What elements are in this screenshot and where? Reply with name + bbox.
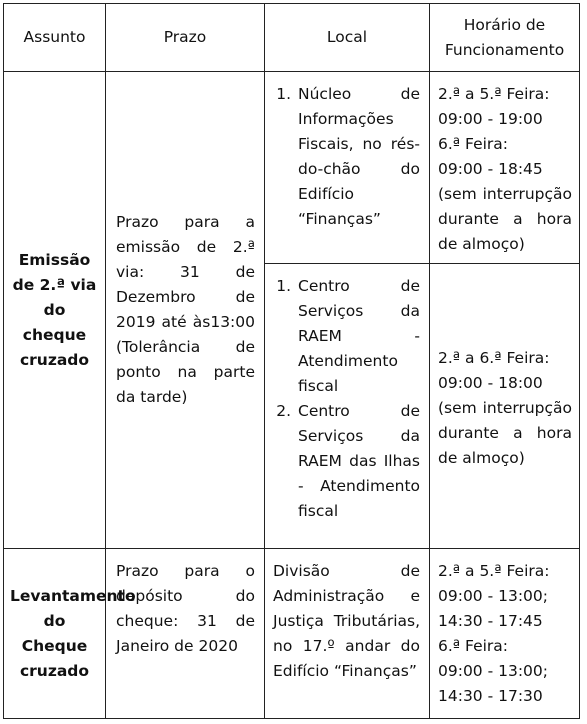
local-cell: Divisão de Administração e Justiça Tributárias, no 17.º andar do Edifício “Finanças” <box>265 549 430 719</box>
horario-line: 2.ª a 5.ª Feira: <box>438 562 550 580</box>
header-assunto: Assunto <box>4 4 106 72</box>
header-row <box>4 4 580 72</box>
horario-line: 09:00 - 18:45 <box>438 160 543 178</box>
horario-line: 09:00 - 13:00; <box>438 587 549 605</box>
horario-cell <box>430 549 580 719</box>
assunto-cell: Levantamento do Cheque cruzado <box>4 549 106 719</box>
horario-line: 2.ª a 5.ª Feira: <box>438 85 550 103</box>
horario-line: 14:30 - 17:30 <box>438 687 543 705</box>
local-list-item: 2. Centro de Serviços da RAEM das Ilhas - Atendimento fiscal <box>296 399 420 524</box>
horario-line: 14:30 - 17:45 <box>438 612 543 630</box>
schedule-table <box>3 3 580 719</box>
table-row <box>4 549 580 719</box>
horario-cell <box>430 72 580 264</box>
header-horario: Horário de Funcionamento <box>430 4 580 72</box>
local-list <box>273 82 420 232</box>
local-cell <box>265 72 430 264</box>
assunto-cell: Emissão de 2.ª via do cheque cruzado <box>4 72 106 549</box>
local-list-item: 1. Centro de Serviços da RAEM - Atendimento fiscal <box>296 274 420 399</box>
header-local: Local <box>265 4 430 72</box>
local-list <box>273 274 420 524</box>
horario-cell <box>430 264 580 549</box>
table-row <box>4 72 580 264</box>
horario-line: 6.ª Feira: <box>438 637 509 655</box>
local-list-item: 1. Núcleo de Informações Fiscais, no rés-do-chão do Edifício “Finanças” <box>296 82 420 232</box>
horario-line: 6.ª Feira: <box>438 135 509 153</box>
horario-line: 09:00 - 19:00 <box>438 110 543 128</box>
header-prazo: Prazo <box>106 4 265 72</box>
prazo-cell: Prazo para o depósito do cheque: 31 de Janeiro de 2020 <box>106 549 265 719</box>
horario-line: 2.ª a 6.ª Feira: <box>438 348 550 367</box>
horario-line: (sem interrupção durante a hora de almoço) <box>438 185 572 253</box>
local-cell <box>265 264 430 549</box>
horario-line: 09:00 - 13:00; <box>438 662 549 680</box>
prazo-cell: Prazo para a emissão de 2.ª via: 31 de Dezembro de 2019 até às13:00 (Tolerância de ponto na parte da tarde) <box>106 72 265 549</box>
horario-line: (sem interrupção durante a hora de almoço) <box>438 398 572 467</box>
horario-line: 09:00 - 18:00 <box>438 373 543 392</box>
